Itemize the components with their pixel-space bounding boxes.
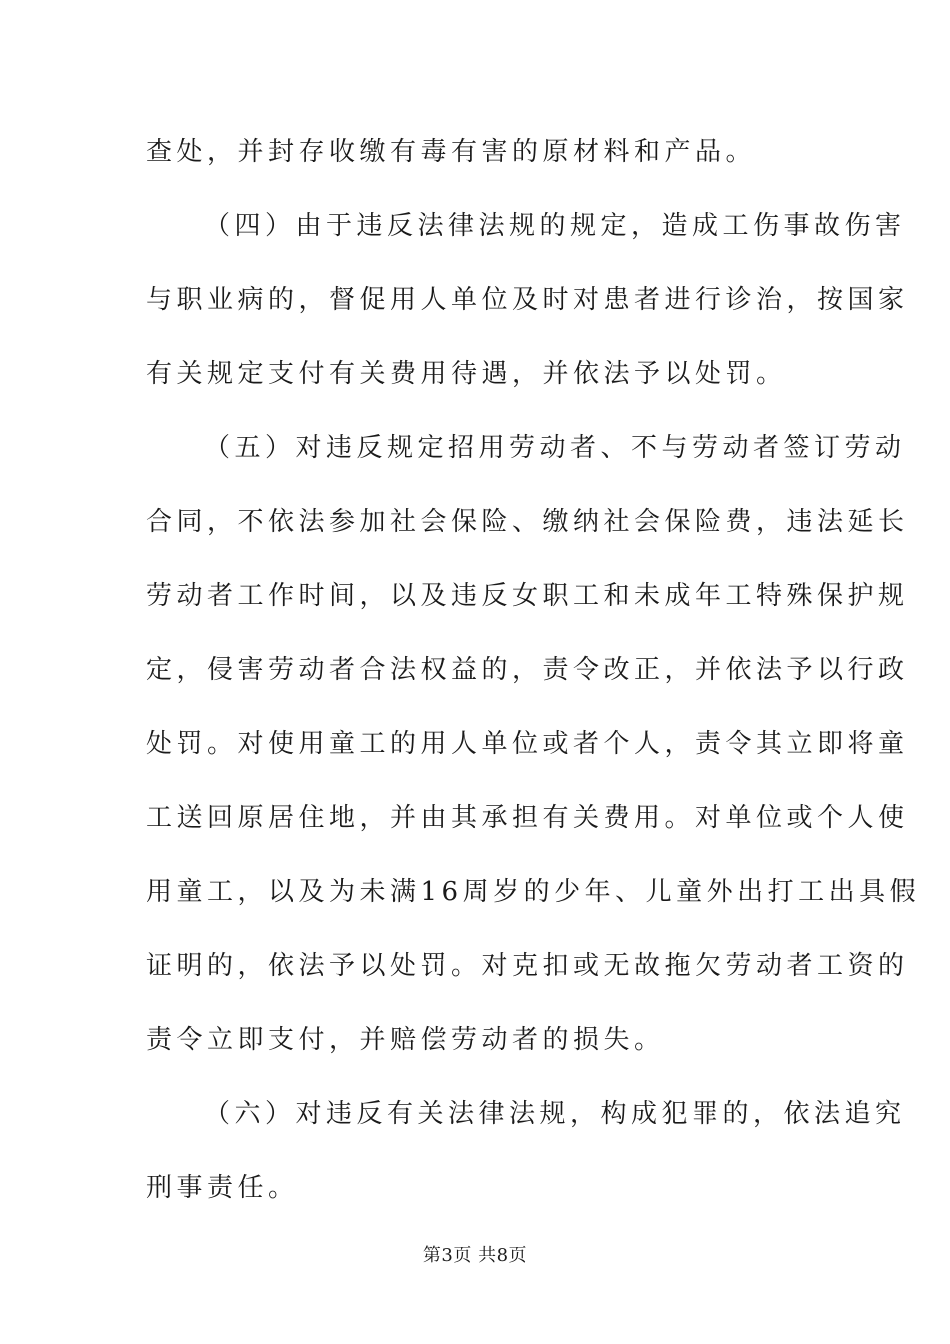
body-line: 责令立即支付，并赔偿劳动者的损失。 <box>146 1025 665 1055</box>
body-line: 合同，不依法参加社会保险、缴纳社会保险费，违法延长 <box>146 507 909 537</box>
paragraph-six-first-line: （六）对违反有关法律法规，构成犯罪的，依法追究 <box>204 1099 906 1129</box>
body-line: 有关规定支付有关费用待遇，并依法予以处罚。 <box>146 359 787 389</box>
body-line: 处罚。对使用童工的用人单位或者个人，责令其立即将童 <box>146 729 909 759</box>
body-line: 劳动者工作时间，以及违反女职工和未成年工特殊保护规 <box>146 581 909 611</box>
paragraph-five-first-line: （五）对违反规定招用劳动者、不与劳动者签订劳动 <box>204 433 906 463</box>
body-line: 工送回原居住地，并由其承担有关费用。对单位或个人使 <box>146 803 909 833</box>
paragraph-four-first-line: （四）由于违反法律法规的规定，造成工伤事故伤害 <box>204 211 906 241</box>
body-line: 定，侵害劳动者合法权益的，责令改正，并依法予以行政 <box>146 655 909 685</box>
body-line: 用童工，以及为未满16周岁的少年、儿童外出打工出具假 <box>146 877 921 907</box>
body-line: 查处，并封存收缴有毒有害的原材料和产品。 <box>146 137 757 167</box>
body-line: 刑事责任。 <box>146 1173 299 1203</box>
page-number-footer: 第3页 共8页 <box>422 1245 528 1266</box>
body-line: 证明的，依法予以处罚。对克扣或无故拖欠劳动者工资的 <box>146 951 909 981</box>
body-line: 与职业病的，督促用人单位及时对患者进行诊治，按国家 <box>146 285 909 315</box>
